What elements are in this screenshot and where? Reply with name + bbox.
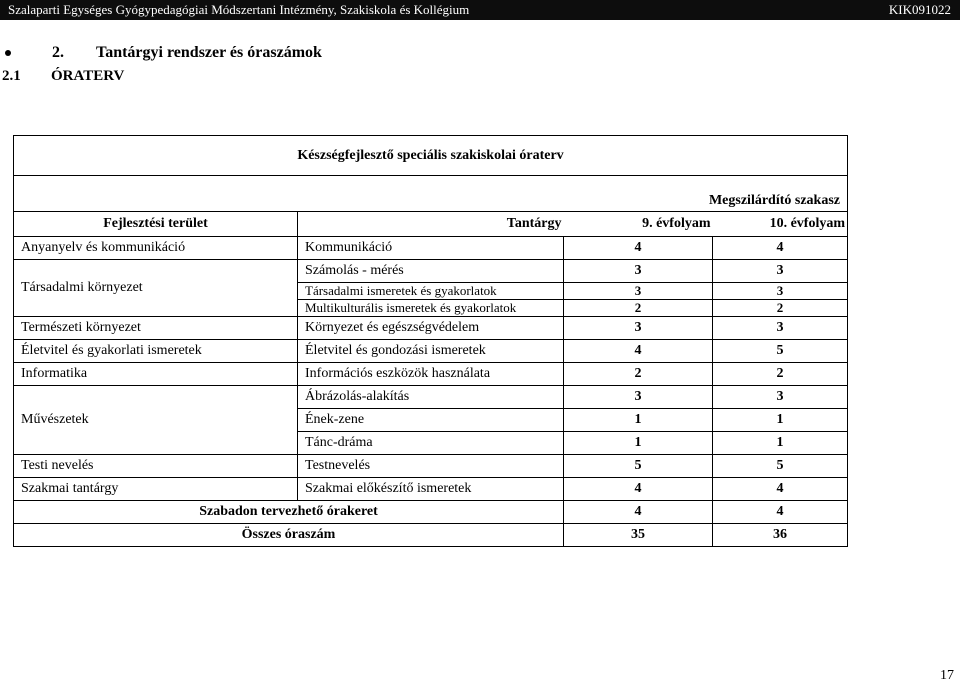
- grade10-cell: 4: [713, 237, 848, 260]
- grade10-cell: 1: [713, 432, 848, 455]
- col-header-grade10: 10. évfolyam: [713, 212, 848, 237]
- table-title: Készségfejlesztő speciális szakiskolai óraterv: [14, 136, 848, 176]
- table-row: [14, 363, 848, 386]
- table-row: [14, 340, 848, 363]
- bullet-icon: [5, 50, 11, 56]
- grade9-cell: 1: [564, 432, 713, 455]
- grade9-cell: 5: [564, 455, 713, 478]
- col-header-subject: Tantárgy: [298, 212, 564, 237]
- total-row: [14, 524, 848, 547]
- total-grade9: 35: [564, 524, 713, 547]
- subject-cell: Testnevelés: [298, 455, 564, 478]
- table-row: [14, 317, 848, 340]
- total-label: Összes óraszám: [14, 524, 564, 547]
- area-cell: Életvitel és gyakorlati ismeretek: [14, 340, 298, 363]
- table-header-row: [14, 212, 848, 237]
- area-cell: Anyanyelv és kommunikáció: [14, 237, 298, 260]
- page-number: 17: [940, 668, 954, 683]
- grade10-cell: 2: [713, 300, 848, 317]
- grade9-cell: 3: [564, 386, 713, 409]
- grade10-cell: 2: [713, 363, 848, 386]
- table-row: [14, 237, 848, 260]
- table-phase-row: [14, 176, 848, 212]
- page-header: [0, 0, 960, 20]
- grade9-cell: 1: [564, 409, 713, 432]
- area-cell: Szakmai tantárgy: [14, 478, 298, 501]
- area-cell: Társadalmi környezet: [14, 260, 298, 317]
- area-cell: Testi nevelés: [14, 455, 298, 478]
- subject-cell: Szakmai előkészítő ismeretek: [298, 478, 564, 501]
- col-header-grade9: 9. évfolyam: [564, 212, 713, 237]
- subject-cell: Ének-zene: [298, 409, 564, 432]
- area-cell: Természeti környezet: [14, 317, 298, 340]
- free-hours-row: [14, 501, 848, 524]
- grade9-cell: 4: [564, 237, 713, 260]
- grade9-cell: 4: [564, 478, 713, 501]
- grade9-cell: 4: [564, 340, 713, 363]
- table-title-row: [14, 136, 848, 176]
- grade10-cell: 3: [713, 317, 848, 340]
- subject-cell: Kommunikáció: [298, 237, 564, 260]
- col-header-area: Fejlesztési terület: [14, 212, 298, 237]
- subject-cell: Információs eszközök használata: [298, 363, 564, 386]
- area-cell: Művészetek: [14, 386, 298, 455]
- grade9-cell: 2: [564, 300, 713, 317]
- grade9-cell: 3: [564, 317, 713, 340]
- phase-label: Megszilárdító szakasz: [14, 176, 848, 212]
- section-number: 2.: [52, 44, 64, 61]
- grade10-cell: 3: [713, 260, 848, 283]
- subject-cell: Környezet és egészségvédelem: [298, 317, 564, 340]
- grade10-cell: 3: [713, 386, 848, 409]
- header-code: KIK091022: [888, 2, 951, 17]
- subject-cell: Tánc-dráma: [298, 432, 564, 455]
- subsection-number: 2.1: [2, 68, 21, 84]
- grade9-cell: 3: [564, 260, 713, 283]
- free-hours-label: Szabadon tervezhető órakeret: [14, 501, 564, 524]
- grade10-cell: 4: [713, 478, 848, 501]
- grade10-cell: 1: [713, 409, 848, 432]
- subsection-title: ÓRATERV: [51, 68, 125, 84]
- header-institution: Szalaparti Egységes Gyógypedagógiai Módszertani Intézmény, Szakiskola és Kollégium: [8, 2, 470, 17]
- subject-cell: Társadalmi ismeretek és gyakorlatok: [298, 283, 564, 300]
- grade10-cell: 5: [713, 340, 848, 363]
- table-row: [14, 455, 848, 478]
- area-cell: Informatika: [14, 363, 298, 386]
- table-row: [14, 260, 848, 283]
- grade9-cell: 2: [564, 363, 713, 386]
- subject-cell: Életvitel és gondozási ismeretek: [298, 340, 564, 363]
- grade9-cell: 3: [564, 283, 713, 300]
- total-grade10: 36: [713, 524, 848, 547]
- grade10-cell: 5: [713, 455, 848, 478]
- curriculum-table: [13, 135, 848, 547]
- section-title: Tantárgyi rendszer és óraszámok: [96, 44, 322, 61]
- free-hours-grade9: 4: [564, 501, 713, 524]
- free-hours-grade10: 4: [713, 501, 848, 524]
- subject-cell: Ábrázolás-alakítás: [298, 386, 564, 409]
- subject-cell: Számolás - mérés: [298, 260, 564, 283]
- table-row: [14, 478, 848, 501]
- grade10-cell: 3: [713, 283, 848, 300]
- subject-cell: Multikulturális ismeretek és gyakorlatok: [298, 300, 564, 317]
- table-row: [14, 386, 848, 409]
